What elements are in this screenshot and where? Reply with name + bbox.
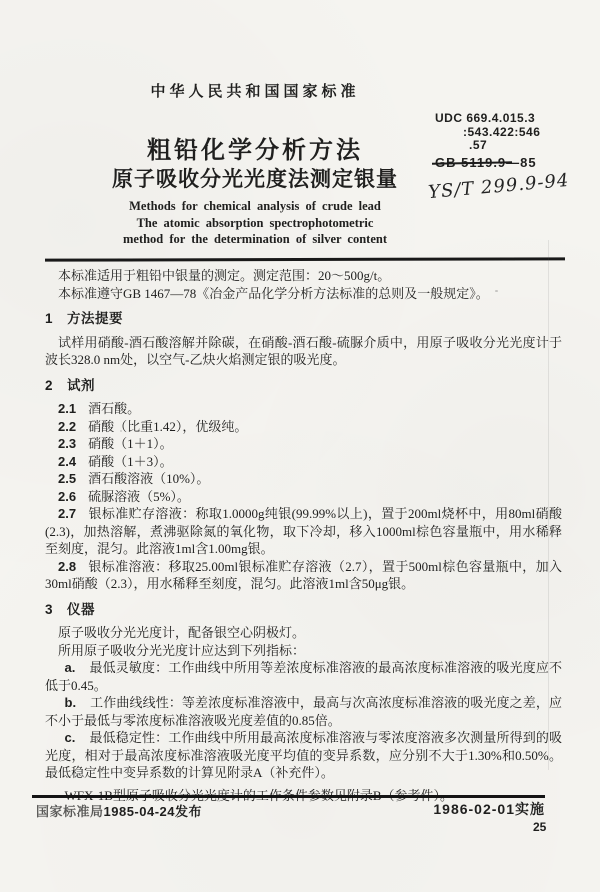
spec-label: a. [64,660,76,675]
reagent-number: 2.2 [58,418,77,434]
reagent-item [45,505,562,558]
section-3-title: 仪器 [67,601,96,617]
reagent-item [45,453,562,471]
spec-text: 最低灵敏度：工作曲线中所用等差浓度标准溶液的最高浓度标准溶液的吸光度应不低于0.45。 [45,660,562,693]
scope-paragraph-2: 本标准遵守GB 1467—78《冶金产品化学分析方法标准的总则及一般规定》。 [58,285,489,301]
doc-title-zh-line2: 原子吸收分光光度法测定银量 [112,167,398,191]
section-1-heading [45,310,562,328]
reagent-text: 银标准溶液：移取25.00ml银标准贮存溶液（2.7），置于500ml棕色容量瓶中，加入30ml硝酸（2.3），用水稀释至刻度，混匀。此溶液1ml含50μg银。 [45,558,562,591]
reagent-item [45,488,562,506]
footer-issuer: 国家标准局 [36,804,104,819]
instrument-spec-item [45,694,562,729]
header-divider-rule [45,257,565,261]
standard-number-text: GB 5119.9—85 [435,155,537,170]
section-3-paragraph-2: 所用原子吸收分光光度计应达到下列指标： [58,642,306,658]
section-2-heading [45,377,562,395]
udc-line3: .57 [469,138,488,152]
instrument-spec-item [45,729,562,782]
udc-line1: UDC 669.4.015.3 [435,111,536,125]
reagent-number: 2.3 [58,436,77,451]
section-2-title: 试剂 [67,377,96,393]
reagent-text: 硫脲溶液（5%）。 [88,488,190,504]
spec-label: b. [64,695,77,710]
reagent-number: 2.7 [58,506,77,521]
section-1-number: 1 [45,311,54,326]
standard-authority-heading: 中华人民共和国国家标准 [150,84,360,100]
footer-divider-rule [32,795,545,798]
reagent-text: 硝酸（比重1.42），优级纯。 [88,418,248,434]
reagent-text: 硝酸（1＋3）。 [88,453,173,469]
section-3-number: 3 [45,601,54,617]
udc-line2: :543.422:546 [463,124,541,139]
doc-title-zh-line1: 粗铅化学分析方法 [147,138,363,164]
reagent-item [45,435,562,453]
udc-classification [435,112,585,153]
reagent-number: 2.8 [58,558,77,574]
standard-number-struck [435,155,537,170]
scope-paragraph-1: 本标准适用于粗铅中银量的测定。测定范围：20～500g/t。 [58,268,391,283]
document-body [45,267,562,804]
reagent-text: 酒石酸溶液（10%）。 [88,471,210,486]
reagent-text: 硝酸（1＋1）。 [88,436,173,451]
section-1-title: 方法提要 [67,311,124,326]
spec-text: 工作曲线线性：等差浓度标准溶液中，最高与次高浓度标准溶液的吸光度之差，应不小于最低与零浓度标准溶液吸光度差值的0.85倍。 [45,695,562,728]
doc-title-en-line2: The atomic absorption spectrophotometric [136,215,374,230]
footer-issue-date: 1985-04-24发布 [103,804,203,819]
instrument-spec-item [45,659,562,694]
handwritten-standard-number: YS/T 299.9-94 [427,169,571,204]
reagent-number: 2.6 [58,488,77,504]
spec-label: c. [64,730,76,745]
section-3-paragraph-1: 原子吸收分光光度计，配备银空心阴极灯。 [58,625,306,640]
page-number: 25 [533,820,547,834]
section-3-heading [45,601,562,619]
reagent-number: 2.1 [58,401,77,416]
doc-title-en [40,198,470,248]
reagent-item [45,418,562,436]
section-1-body: 试样用硝酸-酒石酸溶解并除碳，在硝酸-酒石酸-硫脲介质中，用原子吸收分光光度计于波长328.0 nm处，以空气-乙炔火焰测定银的吸光度。 [45,334,562,367]
reagent-number: 2.5 [58,471,77,486]
reagent-number: 2.4 [58,453,77,469]
reagent-text: 银标准贮存溶液：称取1.0000g纯银(99.99%以上)，置于200ml烧杯中，用80ml硝酸(2.3)，加热溶解，煮沸驱除氮的氧化物，取下冷却，移入1000ml棕色容量瓶中，用水稀释至刻度，混匀。此溶液1ml含1.00mg银。 [45,506,562,556]
spec-text: 最低稳定性：工作曲线中所用最高浓度标准溶液与零浓度溶液多次测量所得到的吸光度，相对于最高浓度标准溶液吸光度平均值的变异系数，应分别不大于1.30%和0.50%。最低稳定性中变异系数的计算见附录A（补充件）。 [45,730,562,780]
section-2-number: 2 [45,377,54,393]
doc-title-en-line3: method for the determination of silver content [122,232,388,246]
doc-title-en-line1: Methods for chemical analysis of crude lead [129,199,381,213]
reagent-text: 酒石酸。 [88,401,141,416]
footer-implement-date: 1986-02-01实施 [433,801,545,817]
reagent-item [45,470,562,488]
reagent-item [45,400,562,418]
reagent-item [45,558,562,593]
footer-issue-info [36,801,202,820]
